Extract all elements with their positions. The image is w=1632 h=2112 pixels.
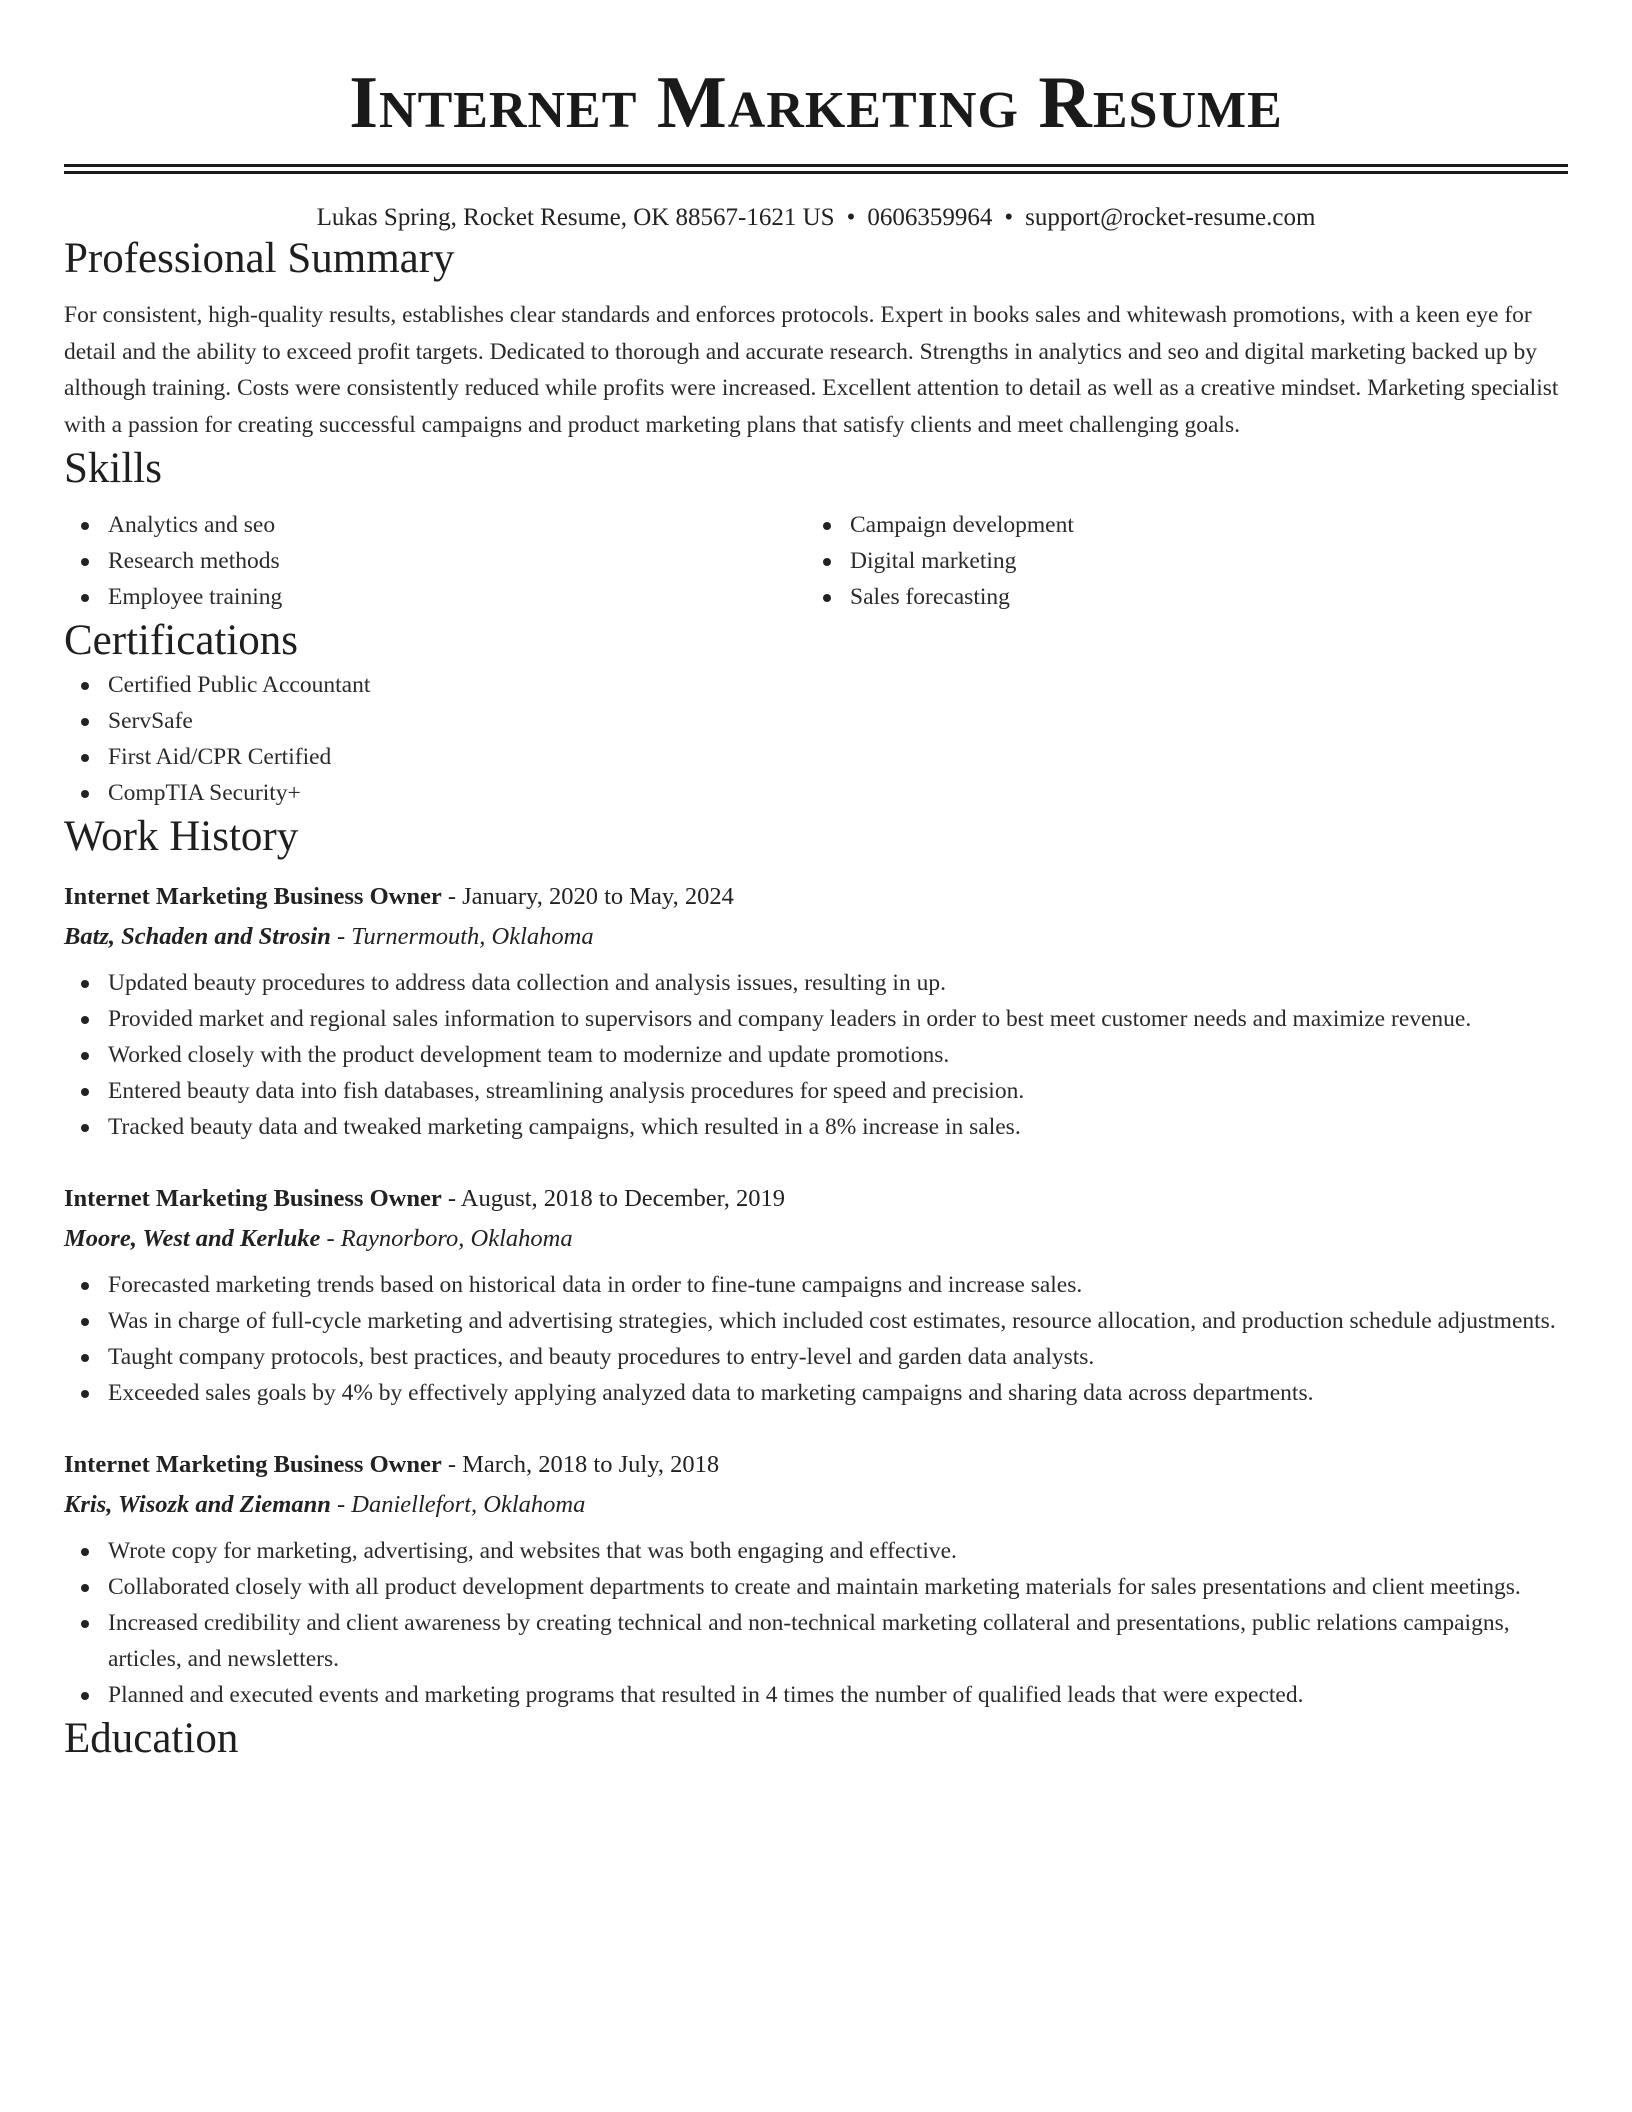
- certification-item: Certified Public Accountant: [64, 667, 1568, 703]
- job-bullet: Planned and executed events and marketing programs that resulted in 4 times the number of qualified leads that were expected.: [64, 1677, 1568, 1713]
- job-location: - Daniellefort, Oklahoma: [330, 1491, 586, 1518]
- skill-item: Research methods: [64, 543, 806, 579]
- skill-item: Employee training: [64, 579, 806, 615]
- skills-list-right: [806, 507, 1548, 615]
- job-bullet: Increased credibility and client awareness by creating technical and non-technical marketing collateral and presentations, public relations campaigns, articles, and newsletters.: [64, 1605, 1568, 1677]
- job-company-line: [64, 917, 1568, 957]
- job-title: Internet Marketing Business Owner: [64, 1451, 442, 1478]
- job-company: Moore, West and Kerluke: [64, 1225, 321, 1252]
- skills-list-left: [64, 507, 806, 615]
- job-company-line: [64, 1219, 1568, 1259]
- job-company: Batz, Schaden and Strosin: [64, 923, 331, 950]
- job-title-line: [64, 1445, 1568, 1485]
- job-title-line: [64, 877, 1568, 917]
- contact-line: [64, 203, 1568, 233]
- certification-item: CompTIA Security+: [64, 775, 1568, 811]
- job-bullets: [64, 1533, 1568, 1713]
- certifications-list: [64, 667, 1568, 811]
- job-bullet: Provided market and regional sales information to supervisors and company leaders in order to best meet customer needs and maximize revenue.: [64, 1001, 1568, 1037]
- job-location: - Turnermouth, Oklahoma: [330, 923, 594, 950]
- certification-item: ServSafe: [64, 703, 1568, 739]
- job-dates: - January, 2020 to May, 2024: [441, 883, 734, 910]
- education-heading: Education: [64, 1715, 239, 1762]
- certification-item: First Aid/CPR Certified: [64, 739, 1568, 775]
- job-bullet: Exceeded sales goals by 4% by effectively applying analyzed data to marketing campaigns and sharing data across departments.: [64, 1375, 1568, 1411]
- contact-address: Lukas Spring, Rocket Resume, OK 88567-1621 US: [316, 204, 835, 231]
- work-history-heading: Work History: [64, 813, 299, 860]
- job-bullet: Entered beauty data into fish databases, streamlining analysis procedures for speed and precision.: [64, 1073, 1568, 1109]
- job-entry: [64, 1445, 1568, 1713]
- job-company-line: [64, 1485, 1568, 1525]
- job-bullet: Updated beauty procedures to address data collection and analysis issues, resulting in up.: [64, 965, 1568, 1001]
- job-dates: - August, 2018 to December, 2019: [441, 1185, 786, 1212]
- job-bullet: Was in charge of full-cycle marketing and advertising strategies, which included cost estimates, resource allocation, and production schedule adjustments.: [64, 1303, 1568, 1339]
- contact-separator: •: [846, 204, 856, 231]
- job-bullet: Taught company protocols, best practices, and beauty procedures to entry-level and garden data analysts.: [64, 1339, 1568, 1375]
- job-entry: [64, 1179, 1568, 1411]
- job-bullet: Worked closely with the product development team to modernize and update promotions.: [64, 1037, 1568, 1073]
- contact-email: support@rocket-resume.com: [1025, 204, 1316, 231]
- job-bullet: Tracked beauty data and tweaked marketing campaigns, which resulted in a 8% increase in sales.: [64, 1109, 1568, 1145]
- job-bullet: Forecasted marketing trends based on historical data in order to fine-tune campaigns and increase sales.: [64, 1267, 1568, 1303]
- skill-item: Analytics and seo: [64, 507, 806, 543]
- certifications-heading: Certifications: [64, 617, 299, 664]
- job-title-line: [64, 1179, 1568, 1219]
- skill-item: Campaign development: [806, 507, 1548, 543]
- job-bullets: [64, 965, 1568, 1145]
- job-title: Internet Marketing Business Owner: [64, 1185, 442, 1212]
- job-title: Internet Marketing Business Owner: [64, 883, 442, 910]
- contact-phone: 0606359964: [867, 204, 993, 231]
- job-entry: [64, 877, 1568, 1145]
- job-dates: - March, 2018 to July, 2018: [441, 1451, 720, 1478]
- skills-column-left: [64, 507, 806, 615]
- job-bullet: Wrote copy for marketing, advertising, and websites that was both engaging and effective.: [64, 1533, 1568, 1569]
- job-company: Kris, Wisozk and Ziemann: [64, 1491, 331, 1518]
- skill-item: Digital marketing: [806, 543, 1548, 579]
- contact-separator: •: [1004, 204, 1014, 231]
- skills-column-right: [806, 507, 1548, 615]
- job-bullet: Collaborated closely with all product development departments to create and maintain marketing materials for sales presentations and client meetings.: [64, 1569, 1568, 1605]
- skill-item: Sales forecasting: [806, 579, 1548, 615]
- summary-heading: Professional Summary: [64, 235, 455, 282]
- skills-grid: [64, 507, 1568, 615]
- summary-text: For consistent, high-quality results, establishes clear standards and enforces protocols. Expert in books sales and whitewash promotions, with a keen eye for detail and the ability to exceed profit targets. Dedicated to thorough and accurate research. Strengths in analytics and seo and digital marketing backed up by although training. Costs were consistently reduced while profits were increased. Excellent attention to detail as well as a creative mindset. Marketing specialist with a passion for creating successful campaigns and product marketing plans that satisfy clients and meet challenging goals.: [64, 302, 1559, 438]
- resume-title: Internet Marketing Resume: [349, 62, 1283, 144]
- title-divider: [64, 164, 1568, 167]
- skills-heading: Skills: [64, 445, 162, 492]
- job-bullets: [64, 1267, 1568, 1411]
- job-location: - Raynorboro, Oklahoma: [320, 1225, 573, 1252]
